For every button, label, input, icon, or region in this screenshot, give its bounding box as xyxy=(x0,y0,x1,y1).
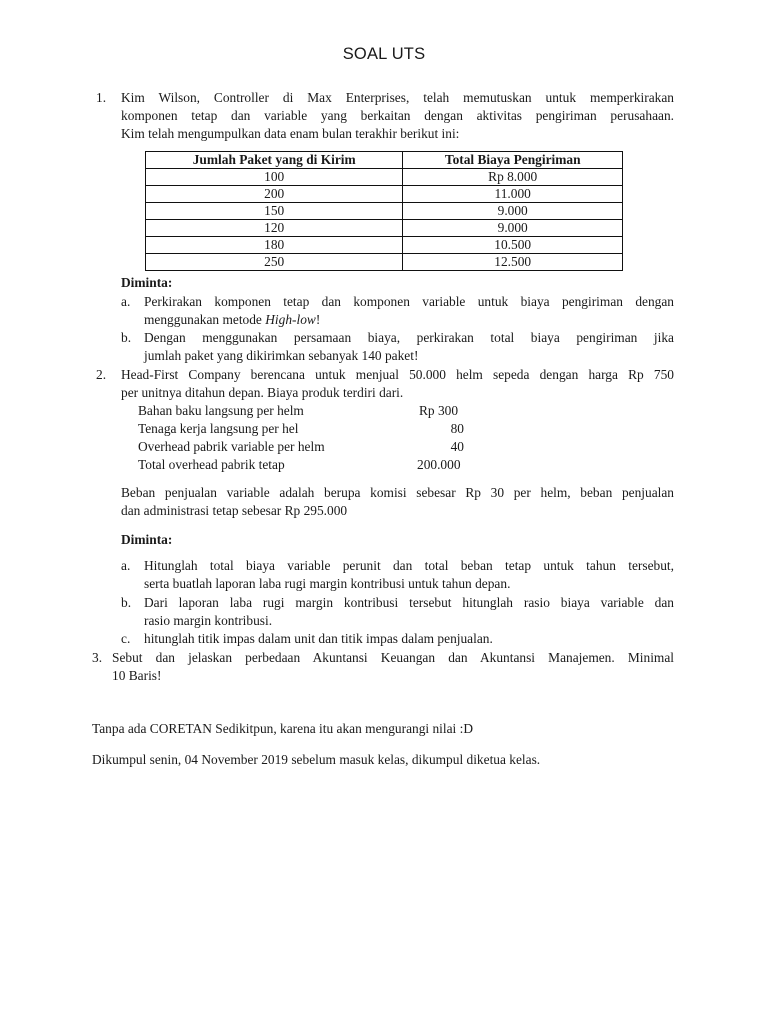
table-cell-packages: 120 xyxy=(146,220,403,237)
q2-c-text: hitunglah titik impas dalam unit dan titik impas dalam penjualan. xyxy=(144,631,493,646)
cost-label: Tenaga kerja langsung per hel xyxy=(138,421,299,436)
cost-value: Rp 300 xyxy=(419,403,459,418)
cost-item xyxy=(138,420,468,438)
table-header-cost: Total Biaya Pengiriman xyxy=(403,152,623,169)
table-cell-packages: 100 xyxy=(146,169,403,186)
table-row xyxy=(146,254,623,271)
q1-diminta-heading: Diminta: xyxy=(121,275,173,290)
cost-value: 200.000 xyxy=(417,457,461,472)
q3-line-2: 10 Baris! xyxy=(112,668,162,683)
q1-a-line-2-post: ! xyxy=(315,312,321,327)
q1-b-text xyxy=(144,329,674,365)
table-cell-cost: 12.500 xyxy=(403,254,623,271)
q1-line-1: Kim Wilson, Controller di Max Enterprises, telah memutuskan untuk memperkirakan xyxy=(121,90,674,105)
q2-a-line-2: serta buatlah laporan laba rugi margin kontribusi untuk tahun depan. xyxy=(144,576,511,591)
table-cell-cost: 9.000 xyxy=(403,220,623,237)
q2-c-letter: c. xyxy=(121,631,131,646)
page-title: SOAL UTS xyxy=(342,45,426,63)
q2-b-line-1: Dari laporan laba rugi margin kontribusi tersebut hitunglah rasio biaya variable dan xyxy=(144,595,674,610)
q1-a-line-2-pre: menggunakan metode xyxy=(144,312,266,327)
cost-value: 40 xyxy=(450,439,464,454)
table-row xyxy=(146,237,623,254)
question-1-number: 1. xyxy=(96,90,107,105)
q1-line-2: komponen tetap dan variable yang berkaitan dengan aktivitas pengiriman perusahaan. xyxy=(121,108,674,123)
question-3-text xyxy=(112,649,674,685)
cost-label: Overhead pabrik variable per helm xyxy=(138,439,325,454)
q2-a-text xyxy=(144,557,674,593)
table-row xyxy=(146,220,623,237)
table-cell-packages: 150 xyxy=(146,203,403,220)
table-cell-packages: 250 xyxy=(146,254,403,271)
q2-a-line-1: Hitunglah total biaya variable perunit dan total beban tetap untuk tahun tersebut, xyxy=(144,558,674,573)
note-no-scribbles: Tanpa ada CORETAN Sedikitpun, karena itu akan mengurangi nilai :D xyxy=(92,721,474,736)
question-3-number: 3. xyxy=(92,650,103,665)
q2-line-1: Head-First Company berencana untuk menjual 50.000 helm sepeda dengan harga Rp 750 xyxy=(121,367,674,382)
table-cell-packages: 200 xyxy=(146,186,403,203)
cost-list xyxy=(138,402,468,474)
q2-b-text xyxy=(144,594,674,630)
table-header-packages: Jumlah Paket yang di Kirim xyxy=(146,152,403,169)
q2-b-letter: b. xyxy=(121,595,132,610)
cost-item xyxy=(138,456,468,474)
question-2-text xyxy=(121,366,674,402)
table-cell-cost: 11.000 xyxy=(403,186,623,203)
q1-a-method: High-low xyxy=(265,312,316,327)
q2-beban-line-1: Beban penjualan variable adalah berupa komisi sebesar Rp 30 per helm, beban penjualan xyxy=(121,485,674,500)
cost-value: 80 xyxy=(450,421,464,436)
table-cell-packages: 180 xyxy=(146,237,403,254)
q1-a-letter: a. xyxy=(121,294,131,309)
q1-a-line-2 xyxy=(144,311,674,329)
q1-line-3: Kim telah mengumpulkan data enam bulan terakhir berikut ini: xyxy=(121,126,460,141)
note-submission: Dikumpul senin, 04 November 2019 sebelum masuk kelas, dikumpul diketua kelas. xyxy=(92,752,541,767)
q1-a-line-1: Perkirakan komponen tetap dan komponen variable untuk biaya pengiriman dengan xyxy=(144,294,674,309)
cost-item xyxy=(138,402,468,420)
table-cell-cost: Rp 8.000 xyxy=(403,169,623,186)
q2-a-letter: a. xyxy=(121,558,131,573)
q3-line-1: Sebut dan jelaskan perbedaan Akuntansi Keuangan dan Akuntansi Manajemen. Minimal xyxy=(112,650,674,665)
q2-beban-text xyxy=(121,484,674,520)
question-2-number: 2. xyxy=(96,367,107,382)
q2-beban-line-2: dan administrasi tetap sebesar Rp 295.000 xyxy=(121,503,348,518)
table-cell-cost: 9.000 xyxy=(403,203,623,220)
q2-b-line-2: rasio margin kontribusi. xyxy=(144,613,273,628)
table-row xyxy=(146,169,623,186)
q1-b-line-2: jumlah paket yang dikirimkan sebanyak 140 paket! xyxy=(144,348,419,363)
table-row xyxy=(146,186,623,203)
table-row xyxy=(146,203,623,220)
q2-diminta-heading: Diminta: xyxy=(121,532,173,547)
q1-b-letter: b. xyxy=(121,330,132,345)
question-1-text xyxy=(121,89,674,143)
cost-label: Total overhead pabrik tetap xyxy=(138,457,285,472)
q2-line-2: per unitnya ditahun depan. Biaya produk terdiri dari. xyxy=(121,385,404,400)
shipping-data-table xyxy=(145,151,623,271)
table-cell-cost: 10.500 xyxy=(403,237,623,254)
cost-item xyxy=(138,438,468,456)
table-header-row xyxy=(146,152,623,169)
q1-a-text xyxy=(144,293,674,329)
q1-b-line-1: Dengan menggunakan persamaan biaya, perkirakan total biaya pengiriman jika xyxy=(144,330,674,345)
cost-label: Bahan baku langsung per helm xyxy=(138,403,304,418)
